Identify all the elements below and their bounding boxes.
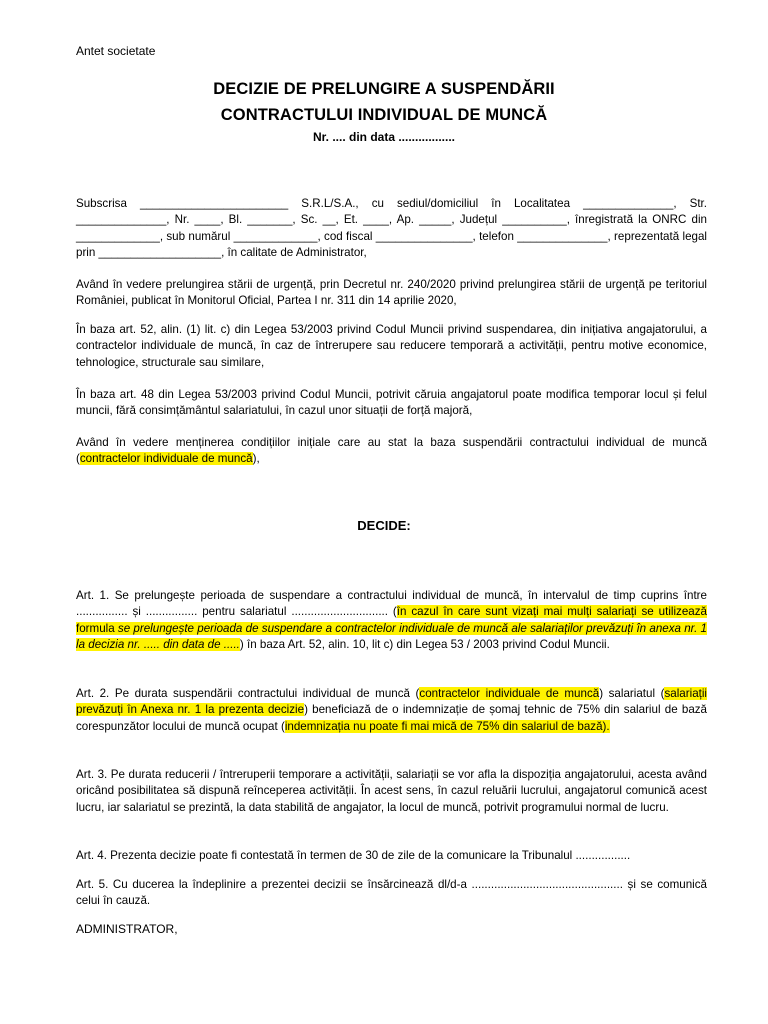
company-header-placeholder: Antet societate [76, 44, 156, 58]
article-5: Art. 5. Cu ducerea la îndeplinire a prezentei decizii se însărcinează dl/d-a ............................................... și se comunică celui în cauză. [76, 878, 707, 908]
administrator-signature: ADMINISTRATOR, [76, 922, 178, 936]
art2-highlight-1: contractelor individuale de muncă [419, 687, 600, 700]
intro-subscrisa-paragraph: Subscrisa _______________________ S.R.L/S.A., cu sediul/domiciliul în Localitatea ______________, Str. ______________, Nr. ____, Bl. _______, Sc. __, Et. ____, Ap. _____, Județul __________, înregistrată la ONRC din _____________, sub numărul _____________, cod fiscal _______________, telefon ______________, reprezentată legal prin ___________________, în calitate de Administrator, [76, 197, 707, 260]
intro-paragraph-3: În baza art. 48 din Legea 53/2003 privind Codul Muncii, potrivit căruia angajatorul poate modifica temporar locul și felul muncii, fără consimțământul salariatului, în cazul unor situații de forță majoră, [76, 388, 707, 418]
article-3: Art. 3. Pe durata reducerii / întreruperii temporare a activității, salariații se vor afla la dispoziția angajatorului, acesta având oricând posibilitatea să dispună reînceperea activității. În acest sens, în cazul reluării lucrului, angajatorul comunică acest lucru, iar salariatul se prezintă, la data stabilită de angajator, la locul de muncă, potrivit programului normal de lucru. [76, 768, 707, 814]
article-2 [76, 686, 707, 735]
art1-highlight-1: în cazul în care sunt vizați mai mulți salariați se utilizează formula [76, 605, 707, 635]
art2-text-b: ) salariatul ( [599, 687, 665, 700]
intro-p4-text-a: Având în vedere menținerea condițiilor inițiale care au stat la baza suspendării contractului individual de muncă ( [76, 436, 707, 466]
decide-heading: DECIDE: [357, 518, 411, 533]
art2-highlight-2: salariații prevăzuți în Anexa nr. 1 la prezenta decizie [76, 687, 708, 717]
article-1 [76, 588, 707, 654]
art2-text-a: Art. 2. Pe durata suspendării contractului individual de muncă ( [76, 687, 420, 700]
art1-text-b: ) în baza Art. 52, alin. 10, lit c) din Legea 53 / 2003 privind Codul Muncii. [239, 638, 610, 652]
intro-paragraph-1: Având în vedere prelungirea stării de urgență, prin Decretul nr. 240/2020 privind prelungirea stării de urgență pe teritoriul României, publicat în Monitorul Oficial, Partea I nr. 311 din 14 aprilie 2020, [76, 278, 707, 308]
document-number-line: Nr. .... din data ................. [312, 130, 456, 144]
intro-paragraph-4 [76, 435, 707, 468]
art1-text-a: Art. 1. Se prelungește perioada de suspendare a contractului individual de muncă, în intervalul de timp cuprins între ................ și ................ pentru salariatul .............................. ( [76, 589, 707, 619]
intro-p4-highlight: contractelor individuale de muncă [79, 452, 253, 466]
art1-highlight-2: se prelungește perioada de suspendare a contractelor individuale de muncă ale salariaților prevăzuți în anexa nr. 1 la decizia nr. ..... din data de ..... [76, 621, 708, 652]
intro-p4-text-b: ), [252, 452, 260, 466]
article-4: Art. 4. Prezenta decizie poate fi contestată în termen de 30 de zile de la comunicare la Tribunalul ................. [76, 849, 631, 862]
document-title-line2: CONTRACTULUI INDIVIDUAL DE MUNCĂ [220, 106, 548, 124]
art2-text-c: ) beneficiază de o indemnizație de șomaj tehnic de 75% din salariul de bază corespunzător locului de muncă ocupat ( [76, 703, 708, 733]
art2-highlight-3: indemnizația nu poate fi mai mică de 75% din salariul de bază). [284, 719, 610, 733]
document-title-line1: DECIZIE DE PRELUNGIRE A SUSPENDĂRII [213, 80, 555, 98]
intro-paragraph-2: În baza art. 52, alin. (1) lit. c) din Legea 53/2003 privind Codul Muncii privind suspendarea, din inițiativa angajatorului, a contractelor individuale de muncă, în caz de întrerupere sau reducere temporară a activității, pentru motive economice, tehnologice, structurale sau similare, [76, 323, 707, 369]
